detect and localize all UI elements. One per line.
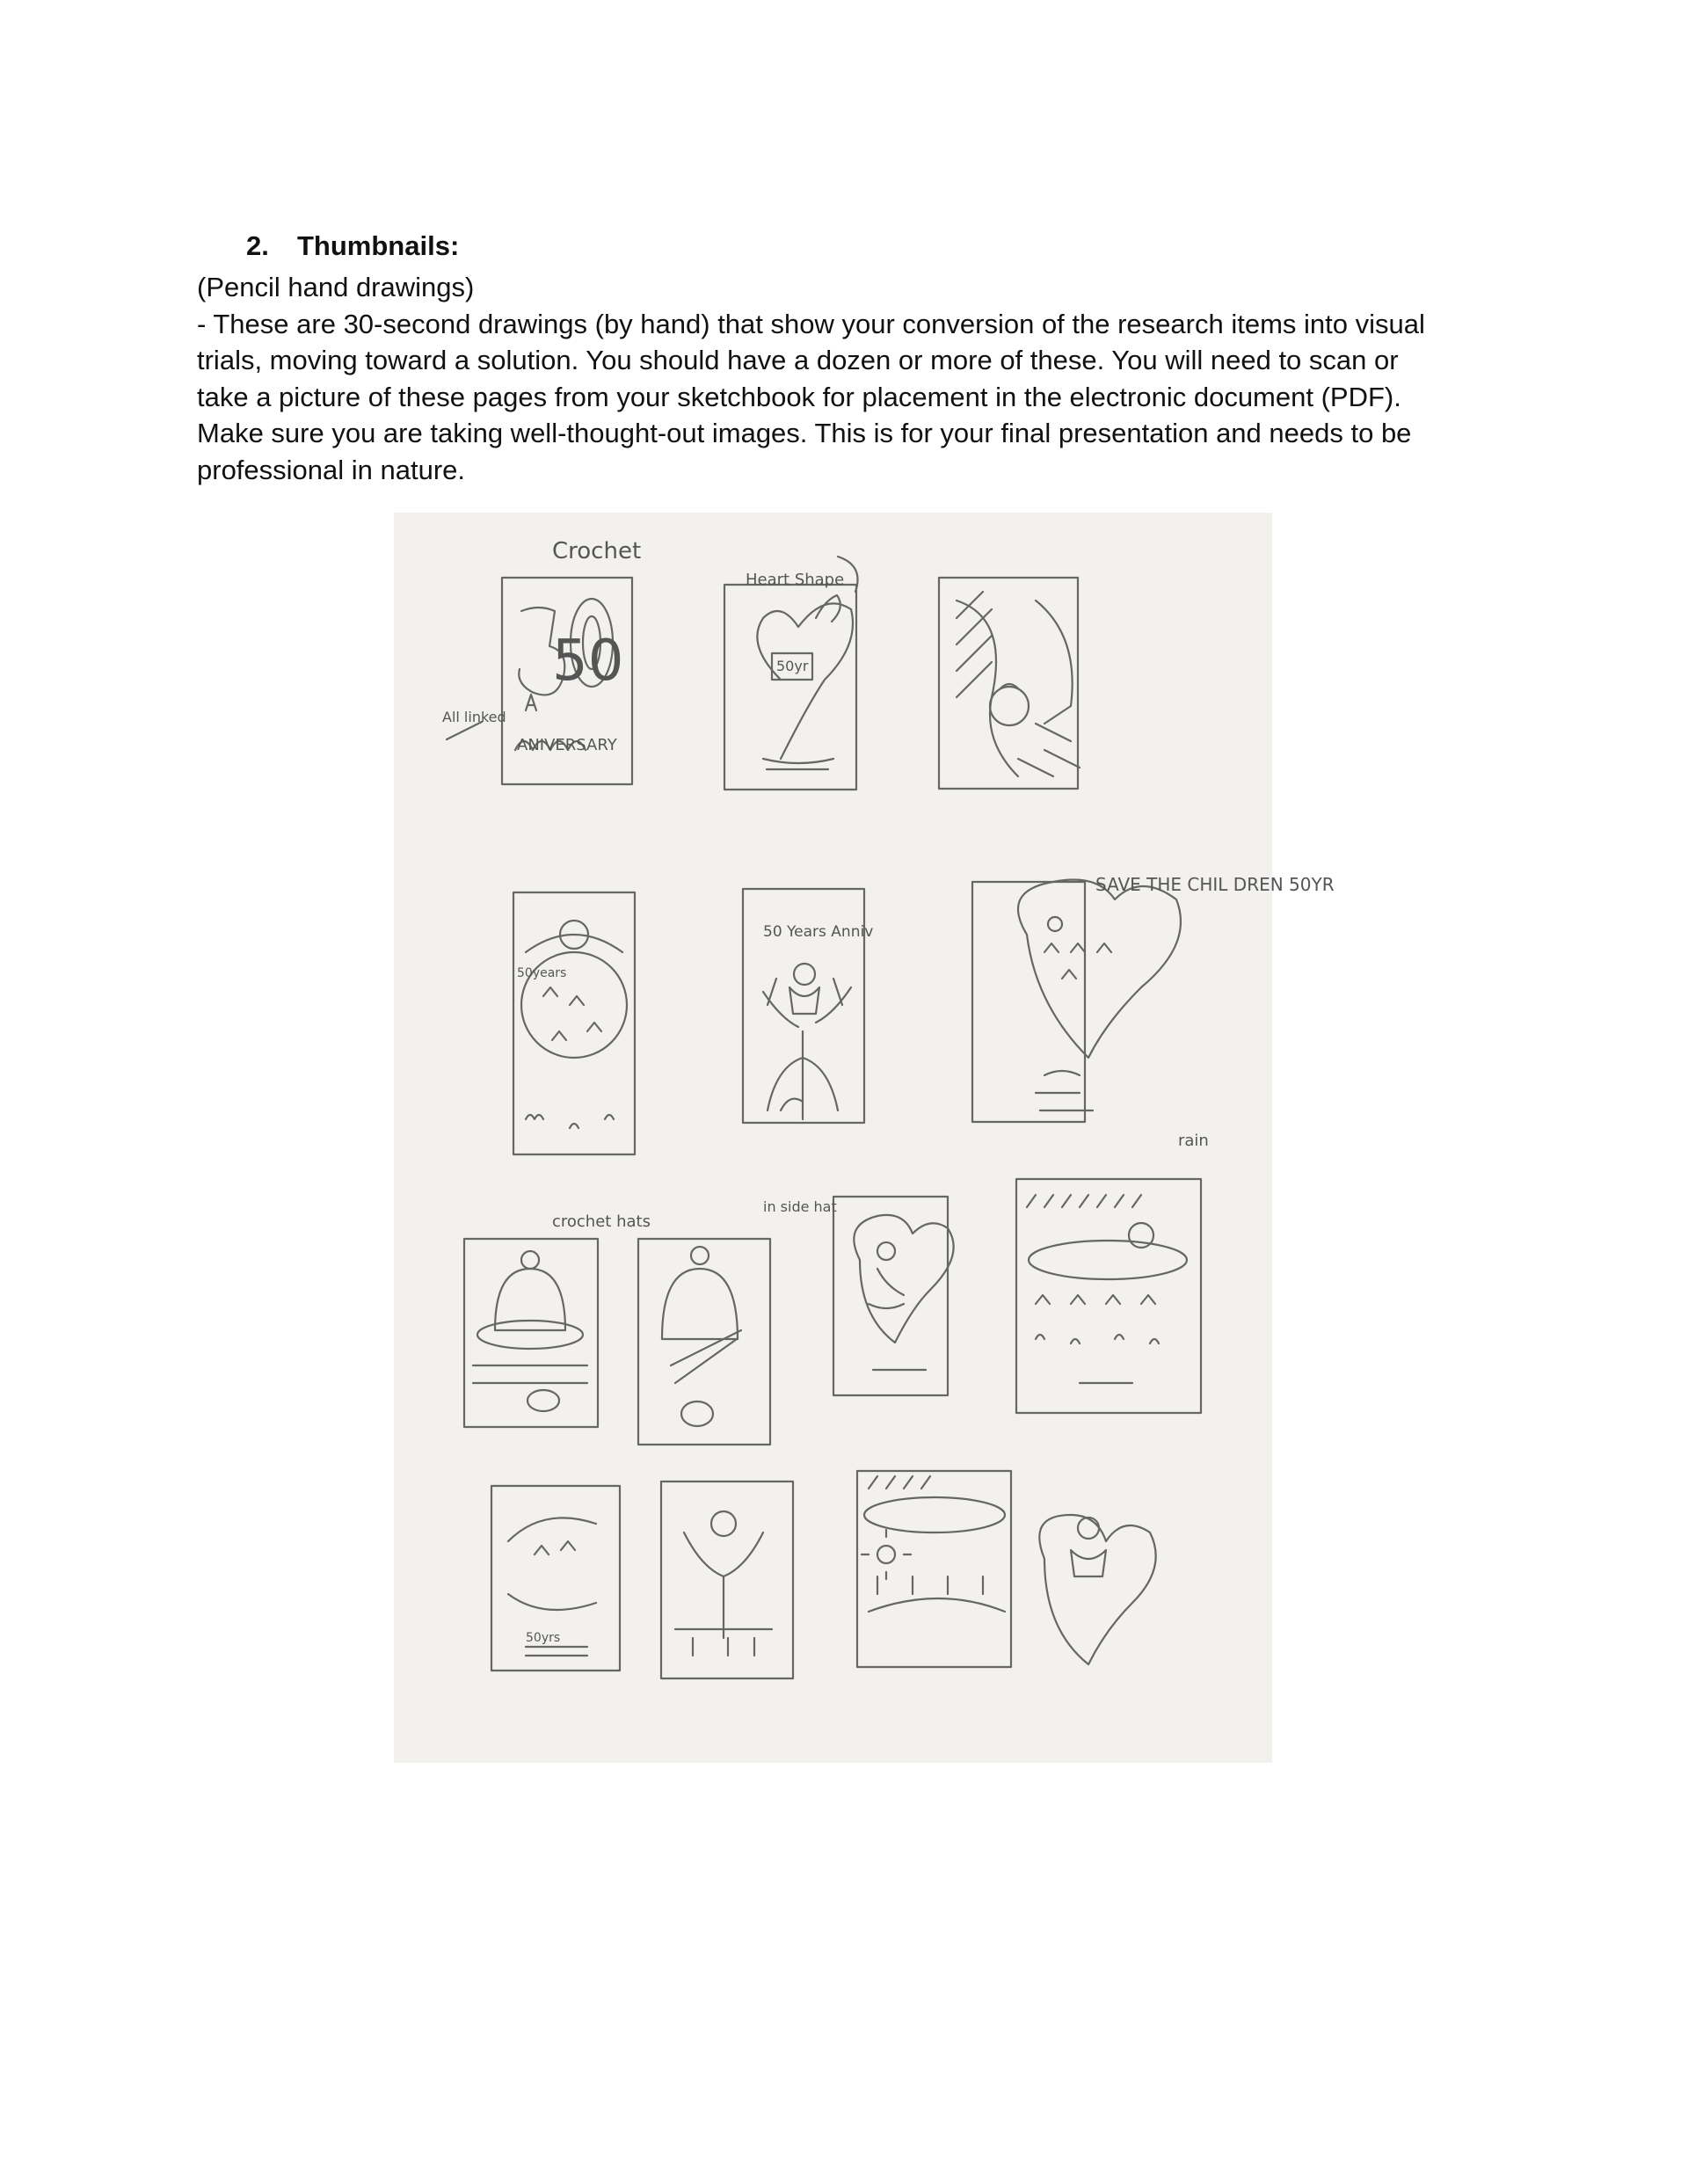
note-anniversary: ANIVERSARY [517, 736, 617, 754]
section-title: Thumbnails: [297, 230, 460, 261]
note-heart-shape: Heart Shape [746, 571, 845, 589]
body-line: - These are 30-second drawings (by hand) that show your conversion of the research items into visual [197, 308, 1425, 339]
body-line: Make sure you are taking well-thought-out images. This is for your final presentation and needs to be [197, 418, 1412, 448]
note-save-the-children: SAVE THE CHIL DREN 50YR [1095, 874, 1335, 895]
thumbnail-frame [833, 1197, 948, 1395]
body-line: professional in nature. [197, 454, 466, 485]
note-big-50: 50 [552, 629, 624, 694]
note-rain: rain [1178, 1132, 1209, 1150]
note-inside-hat: in side hat [763, 1198, 837, 1215]
note-50years: 50years [517, 966, 567, 980]
section-number: 2. [246, 230, 269, 261]
sketchbook-photo [394, 513, 1335, 1763]
note-crochet-hats: crochet hats [552, 1212, 651, 1231]
thumbnail-frame [972, 882, 1085, 1122]
note-crochet: Crochet [552, 538, 642, 564]
body-line: (Pencil hand drawings) [197, 272, 475, 302]
section-heading [246, 230, 459, 262]
thumbnail-frame [857, 1471, 1011, 1667]
note-50yrs: 50yrs [526, 1631, 561, 1645]
note-all-linked: All linked [442, 709, 506, 725]
note-50yr: 50yr [776, 658, 809, 674]
instructions-paragraph [197, 269, 1516, 488]
body-line: take a picture of these pages from your sketchbook for placement in the electronic document (PDF). [197, 381, 1401, 412]
note-50-years-anniv: 50 Years Anniv [763, 923, 874, 941]
body-line: trials, moving toward a solution. You should have a dozen or more of these. You will need to scan or [197, 345, 1399, 375]
thumbnail-frame [464, 1239, 598, 1427]
sketch-drawing [394, 513, 1335, 1763]
